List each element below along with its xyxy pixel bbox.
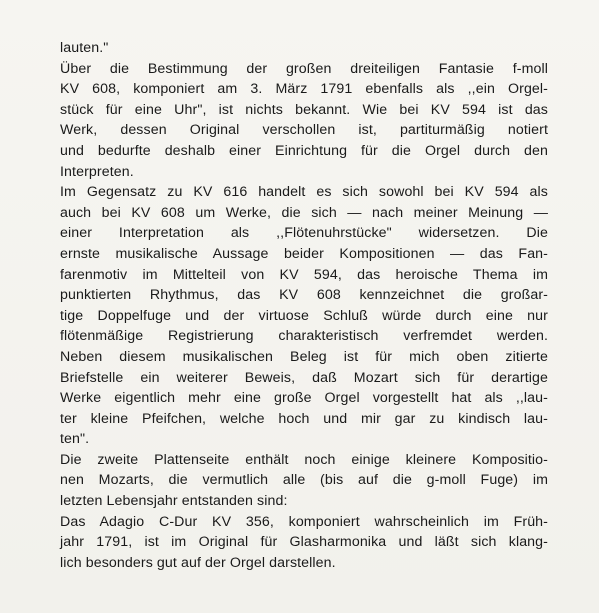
body-text: [60, 38, 548, 573]
text-line: jahr 1791, ist im Original für Glasharmonika und läßt sich klang-: [60, 534, 548, 551]
text-line: lauten.": [60, 40, 109, 56]
text-line: punktierten Rhythmus, das KV 608 kennzeichnet die großar-: [60, 287, 548, 304]
text-line: letzten Lebensjahr entstanden sind:: [60, 493, 288, 510]
text-line: farenmotiv im Mittelteil von KV 594, das heroische Thema im: [60, 266, 548, 283]
text-line: KV 608, komponiert am 3. März 1791 ebenfalls als ,,ein Orgel-: [60, 81, 548, 98]
text-line: ernste musikalische Aussage beider Kompositionen — das Fan-: [60, 245, 548, 262]
text-line: Interpreten.: [60, 163, 134, 180]
text-line: Die zweite Plattenseite enthält noch einige kleinere Kompositio-: [60, 451, 548, 468]
text-line: auch bei KV 608 um Werke, die sich — nach meiner Meinung —: [60, 204, 548, 221]
text-line: ten".: [60, 431, 90, 448]
text-line: ter kleine Pfeifchen, welche hoch und mir gar zu kindisch lau-: [60, 410, 548, 427]
text-line: Über die Bestimmung der großen dreiteiligen Fantasie f-moll: [60, 60, 548, 77]
text-line: Werke eigentlich mehr eine große Orgel vorgestellt hat als ,,lau-: [60, 390, 548, 407]
text-line: nen Mozarts, die vermutlich alle (bis auf die g-moll Fuge) im: [60, 472, 548, 489]
text-line: tige Doppelfuge und der virtuose Schluß würde durch eine nur: [60, 307, 548, 324]
text-line: Im Gegensatz zu KV 616 handelt es sich sowohl bei KV 594 als: [60, 184, 548, 201]
text-line: Briefstelle ein weiterer Beweis, daß Mozart sich für derartige: [60, 369, 548, 386]
text-line: und bedurfte deshalb einer Einrichtung für die Orgel durch den: [60, 142, 548, 159]
text-line: Neben diesem musikalischen Beleg ist für mich oben zitierte: [60, 348, 548, 365]
text-line: flötenmäßige Registrierung charakteristisch verfremdet werden.: [60, 328, 548, 345]
text-line: Werk, dessen Original verschollen ist, partiturmäßig notiert: [60, 122, 548, 139]
text-line: lich besonders gut auf der Orgel darstellen.: [60, 554, 336, 571]
text-line: einer Interpretation als ,,Flötenuhrstücke" widersetzen. Die: [60, 225, 548, 242]
text-line: Das Adagio C-Dur KV 356, komponiert wahrscheinlich im Früh-: [60, 513, 548, 530]
text-line: stück für eine Uhr", ist nichts bekannt. Wie bei KV 594 ist das: [60, 101, 548, 118]
